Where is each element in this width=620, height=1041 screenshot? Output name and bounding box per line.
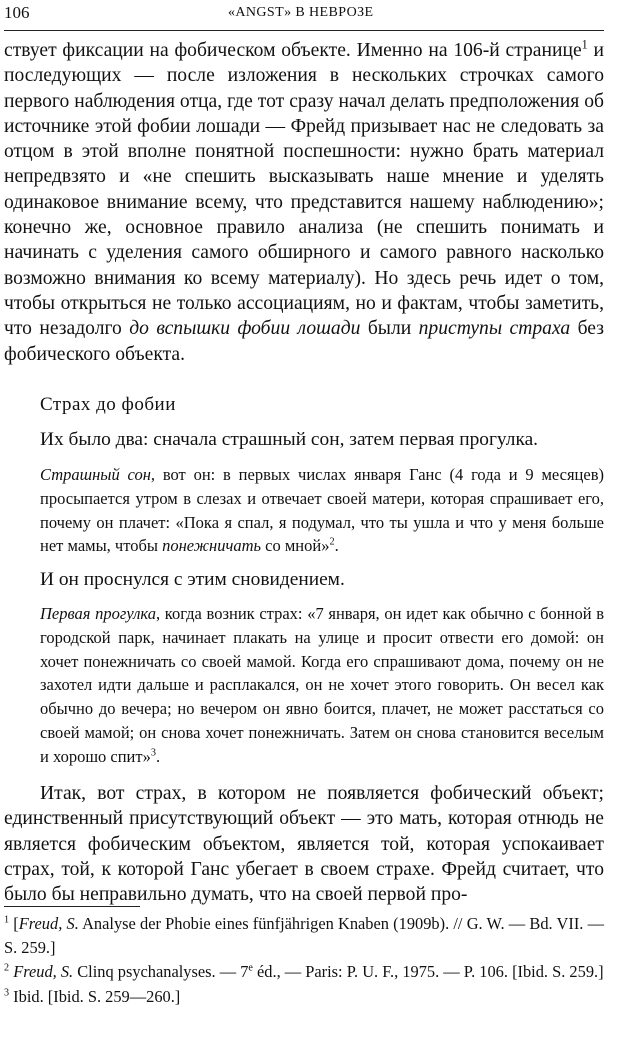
footnote-rule (4, 906, 140, 907)
footnote-3 (4, 985, 604, 1009)
quote-2-text-b: . (155, 746, 161, 766)
quote-1-text-b: со мной» (261, 536, 330, 556)
quote-first-walk (40, 602, 604, 769)
paragraph-1-text-d: без фобического объекта. (4, 318, 604, 365)
paragraph-1 (4, 38, 604, 367)
quote-nightmare (40, 463, 604, 558)
footnote-3-text-a: Ibid. [Ibid. S. 259—260.] (9, 986, 181, 1006)
quote-1-text-a: , вот он: в первых числах января Ганс (4 года и 9 месяцев) просыпается утром в слезах и отвечает своей матери, которая спрашивает его, почему он плачет: «Пока я спал, я подумал, что ты ушла и что у меня больше нет мамы, чтобы (40, 465, 604, 556)
aside-line: И он проснулся с этим сновидением. (40, 569, 345, 590)
footnote-ref-2[interactable]: 2 (329, 536, 335, 548)
section-heading: Страх до фобии (40, 394, 176, 415)
quote-1-text-c: . (334, 536, 339, 556)
quote-1-italic-word: понежничать (162, 536, 262, 556)
footnote-ref-3[interactable]: 3 (150, 747, 156, 759)
footnote-ref-1[interactable]: 1 (581, 37, 588, 52)
footnote-1-mark: 1 (4, 914, 10, 926)
paragraph-1-italic: до вспышки фобии лошади (129, 318, 361, 340)
quote-2-italic-lead: Первая прогулка (40, 604, 156, 623)
paragraph-1-text-c: были (360, 318, 419, 340)
footnote-2-italic: Freud, S. (13, 962, 74, 982)
footnote-1-text-b: Analyse der Phobie eines fünfjährigen Knaben (1909b). // G. W. — Bd. VII. — S. 259.] (4, 914, 604, 958)
footnote-3-mark: 3 (4, 987, 10, 999)
paragraph-1-text-a: ствует фиксации на фобическом объекте. Именно на 106-й странице (4, 40, 582, 61)
footnote-1-text-a: [ (9, 914, 19, 933)
footnote-2-text-c: éd., — Paris: P. U. F., 1975. — P. 106. [Ibid. S. 259.] (252, 962, 604, 982)
footnote-2-superscript: e (248, 962, 253, 974)
footnote-2-mark: 2 (4, 962, 10, 974)
footnote-1-italic: Freud, S. (18, 914, 79, 933)
footnotes (4, 912, 604, 1009)
header-rule (4, 30, 604, 31)
quote-1-italic-lead: Страшный сон (40, 465, 151, 484)
page-number: 106 (4, 3, 30, 22)
quote-2-text-a: , когда возник страх: «7 января, он идет как обычно с бонной в городской парк, начинает плакать на улице и просит отвести его домой: он хочет понежничать со своей мамой. Когда его спрашивают дома, почему он не захотел идти дальше и расплакался, он не хочет этого говорить. Он весел как обычно до вечера; но вечером он явно боится, плачет, не может расстаться со своей мамой; он снова хочет понежничать. Затем он снова становится веселым и хорошо спит» (40, 604, 604, 766)
footnote-1 (4, 912, 604, 960)
paragraph-final: Итак, вот страх, в котором не появляется фобический объект; единственный присутствующий объект — это мать, которая отнюдь не является фобическим объектом, является той, которая успокаивает страх, той, к которой Ганс убегает в своем страхе. Фрейд считает, что было бы неправильно думать, что на своей первой про- (4, 783, 604, 906)
running-title: «ANGST» В НЕВРОЗЕ (228, 5, 374, 20)
paragraph-1-italic-2: приступы страха (418, 318, 571, 340)
footnote-2-text-b: Clinq psychanalyses. — 7 (73, 962, 249, 982)
section-lead: Их было два: сначала страшный сон, затем первая прогулка. (40, 429, 539, 450)
footnote-2 (4, 960, 604, 984)
paragraph-1-text-b: и последующих — после изложения в нескольких строчках самого первого наблюдения отца, где тот сразу начал делать предположения об источнике этой фобии лошади — Фрейд призывает нас не следовать за отцом в этой вполне понятной поспешности: нужно брать материал непредвзято и «не спешить высказывать наше мнение и уделять одинаковое внимание всему, что представится нашему наблюдению»; конечно же, основное правило анализа (не спешить понимать и начинать с уделения самого обширного и самого равного насколько возможно внимания ко всему материалу). Но здесь речь идет о том, чтобы открыться не только ассоциациям, но и фактам, чтобы заметить, что незадолго (4, 40, 604, 340)
page-header (0, 0, 620, 36)
